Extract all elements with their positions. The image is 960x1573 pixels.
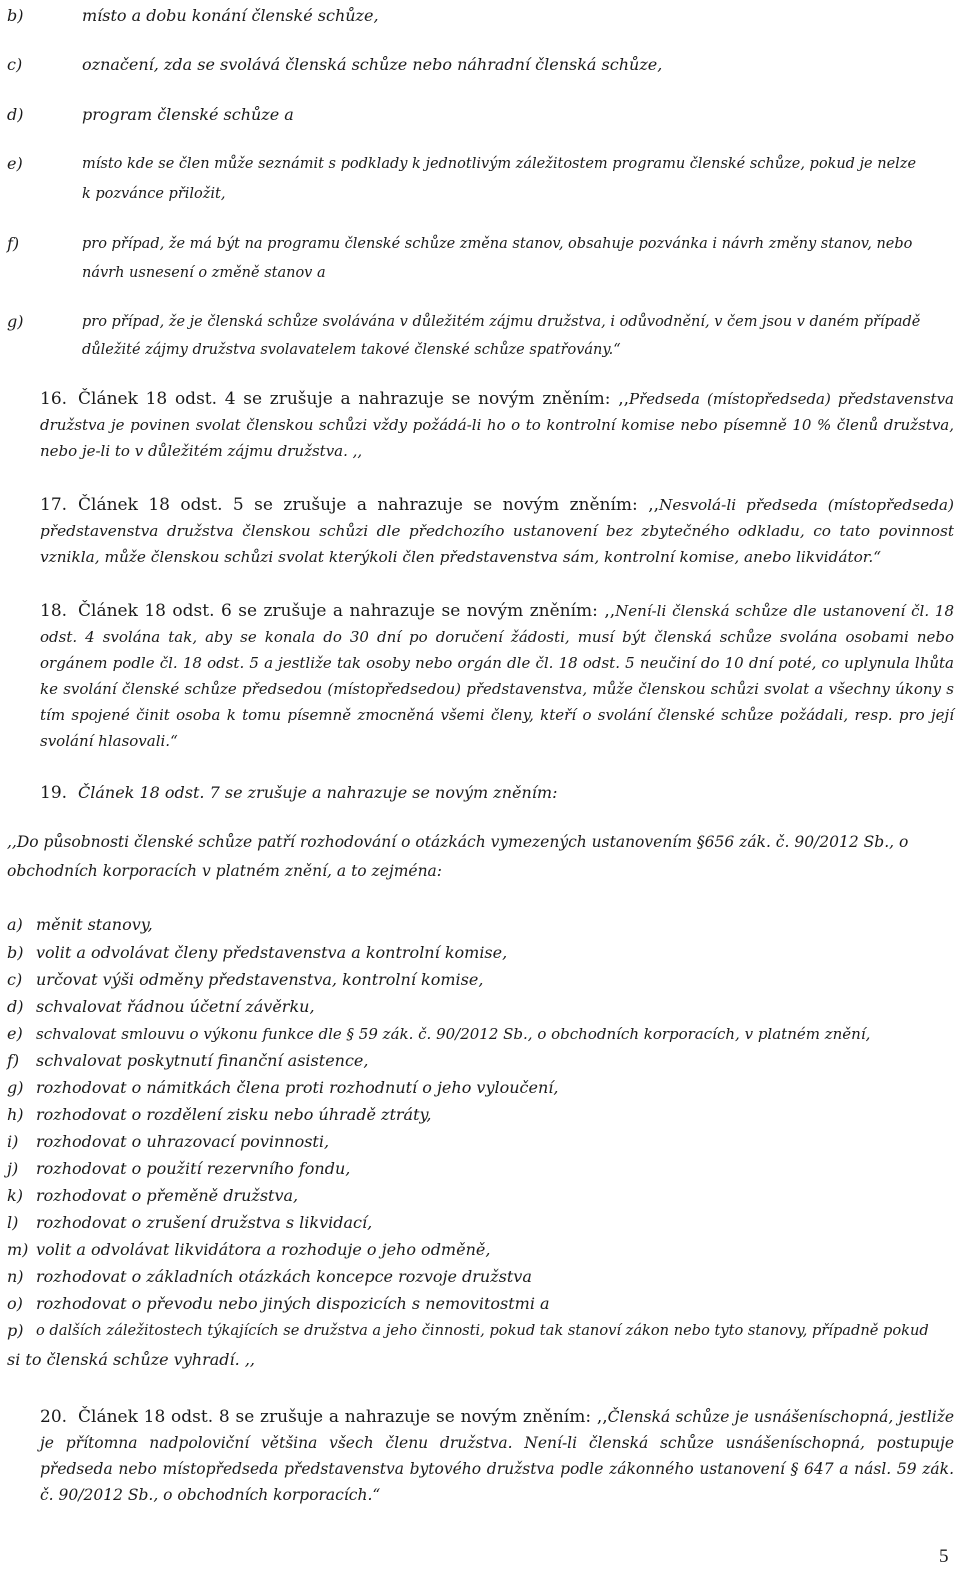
- item-label: m): [7, 1240, 29, 1259]
- item-text-cont: si to členská schůze vyhradí. ,,: [7, 1350, 255, 1369]
- amendment-text: Není-li členská schůze dle ustanovení čl. 18 odst. 4 svolána tak, aby se konala do 30 dní po doručení žádosti, musí být členská schůze svolána osobami nebo orgánem podle čl. 18 odst. 5 a jestliže tak osoby nebo orgán dle čl. 18 odst. 5 neučiní do 10 dní poté, co uplynula lhůta ke svolání členské schůze předsedou (místopředsedou) představenstva, může členskou schůzi svolat a všechny úkony s tím spojené činit osoba k tomu písemně zmocněná všemi členy, kteří o svolání členské schůze požádali, resp. pro její svolání hlasovali.“: [40, 602, 954, 750]
- item-label: c): [7, 55, 23, 74]
- amendment-17: [40, 492, 954, 570]
- amendment-number: 16.: [40, 389, 68, 409]
- item-text: určovat výši odměny představenstva, kontrolní komise,: [36, 970, 484, 989]
- item-text: pro případ, že je členská schůze svolávána v důležitém zájmu družstva, i odůvodnění, v čem jsou v daném případě: [82, 314, 921, 330]
- item-text: program členské schůze a: [82, 105, 294, 124]
- item-label: d): [7, 105, 24, 124]
- item-text: volit a odvolávat členy představenstva a kontrolní komise,: [36, 943, 508, 962]
- amendment-number: 18.: [40, 601, 68, 621]
- item-label: f): [7, 1051, 20, 1070]
- item-text-cont: důležité zájmy družstva svolavatelem takové členské schůze spatřovány.“: [82, 342, 621, 358]
- item-label: k): [7, 1186, 23, 1205]
- item-text: pro případ, že má být na programu členské schůze změna stanov, obsahuje pozvánka i návrh změny stanov, nebo: [82, 236, 913, 252]
- item-label: c): [7, 970, 23, 989]
- item-text: místo kde se člen může seznámit s podklady k jednotlivým záležitostem programu členské schůze, pokud je nelze: [82, 156, 917, 172]
- item-label: b): [7, 6, 24, 25]
- amendment-text: Článek 18 odst. 7 se zrušuje a nahrazuje se novým zněním:: [78, 783, 558, 802]
- item-label: a): [7, 915, 23, 934]
- amendment-lead: Článek 18 odst. 5 se zrušuje a nahrazuje se novým zněním: ,,: [78, 495, 660, 515]
- item-text: rozhodovat o použití rezervního fondu,: [36, 1159, 351, 1178]
- item-text: volit a odvolávat likvidátora a rozhoduje o jeho odměně,: [36, 1240, 491, 1259]
- item-text: rozhodovat o uhrazovací povinnosti,: [36, 1132, 330, 1151]
- item-label: b): [7, 943, 24, 962]
- page-number: 5: [939, 1546, 949, 1567]
- item-text: rozhodovat o námitkách člena proti rozhodnutí o jeho vyloučení,: [36, 1078, 559, 1097]
- amendment-16: [40, 386, 954, 464]
- item-label: p): [7, 1321, 24, 1340]
- amendment-20: [40, 1404, 954, 1508]
- amendment-number: 20.: [40, 1407, 68, 1427]
- item-label: d): [7, 997, 24, 1016]
- amendment-text: Členská schůze je usnášeníschopná, jestliže je přítomna nadpoloviční většina všech členu družstva. Není-li členská schůze usnášeníschopná, postupuje předseda nebo místopředseda představenstva bytového družstva podle zákonného ustanovení § 647 a násl. 59 zák. č. 90/2012 Sb., o obchodních korporacích.“: [40, 1408, 954, 1504]
- item-text: měnit stanovy,: [36, 915, 153, 934]
- item-text: označení, zda se svolává členská schůze nebo náhradní členská schůze,: [82, 55, 663, 74]
- amendment-lead: Článek 18 odst. 8 se zrušuje a nahrazuje se novým zněním: ,,: [78, 1407, 608, 1427]
- item-text: rozhodovat o přeměně družstva,: [36, 1186, 299, 1205]
- item-label: o): [7, 1294, 23, 1313]
- item-text: schvalovat poskytnutí finanční asistence,: [36, 1051, 369, 1070]
- item-text: rozhodovat o rozdělení zisku nebo úhradě ztráty,: [36, 1105, 432, 1124]
- item-text-cont: k pozvánce přiložit,: [82, 186, 226, 202]
- amendment-number: 19.: [40, 783, 68, 803]
- item-text: rozhodovat o zrušení družstva s likvidací,: [36, 1213, 373, 1232]
- item-text: rozhodovat o převodu nebo jiných dispozicích s nemovitostmi a: [36, 1294, 550, 1313]
- amendment-lead: Článek 18 odst. 6 se zrušuje a nahrazuje se novým zněním: ,,: [78, 601, 616, 621]
- item-text: o dalších záležitostech týkajících se družstva a jeho činnosti, pokud tak stanoví zákon nebo tyto stanovy, případně pokud: [36, 1322, 929, 1339]
- item-text: rozhodovat o základních otázkách koncepce rozvoje družstva: [36, 1267, 532, 1286]
- item-label: i): [7, 1132, 19, 1151]
- item-text-cont: návrh usnesení o změně stanov a: [82, 265, 326, 281]
- item-text: schvalovat řádnou účetní závěrku,: [36, 997, 315, 1016]
- amendment-19: [40, 780, 954, 806]
- item-text: schvalovat smlouvu o výkonu funkce dle § 59 zák. č. 90/2012 Sb., o obchodních korporacích, v platném znění,: [36, 1025, 871, 1043]
- amendment-lead: Článek 18 odst. 4 se zrušuje a nahrazuje se novým zněním: ,,: [78, 389, 630, 409]
- amendment-text: Předseda (místopředseda) představenstva družstva je povinen svolat členskou schůzi vždy požádá-li ho o to kontrolní komise nebo písemně 10 % členů družstva, nebo je-li to v důležitém zájmu družstva. ,,: [40, 390, 954, 460]
- item-label: n): [7, 1267, 24, 1286]
- intro-line: obchodních korporacích v platném znění, a to zejména:: [7, 862, 443, 880]
- item-label: f): [7, 234, 20, 253]
- item-label: g): [7, 1078, 24, 1097]
- item-label: l): [7, 1213, 19, 1232]
- intro-line: ,,Do působnosti členské schůze patří rozhodování o otázkách vymezených ustanovením §656 zák. č. 90/2012 Sb., o: [7, 833, 909, 851]
- item-label: e): [7, 154, 23, 173]
- amendment-text: Nesvolá-li předseda (místopředseda) představenstva družstva členskou schůzi dle předchozího ustanovení bez zbytečného odkladu, co tato povinnost vznikla, může členskou schůzi svolat kterýkoli člen představenstva sám, kontrolní komise, anebo likvidátor.“: [40, 496, 954, 566]
- amendment-number: 17.: [40, 495, 68, 515]
- item-label: e): [7, 1024, 23, 1043]
- item-label: h): [7, 1105, 24, 1124]
- item-label: g): [7, 312, 24, 331]
- item-label: j): [7, 1159, 19, 1178]
- amendment-18: [40, 598, 954, 754]
- item-text: místo a dobu konání členské schůze,: [82, 6, 379, 25]
